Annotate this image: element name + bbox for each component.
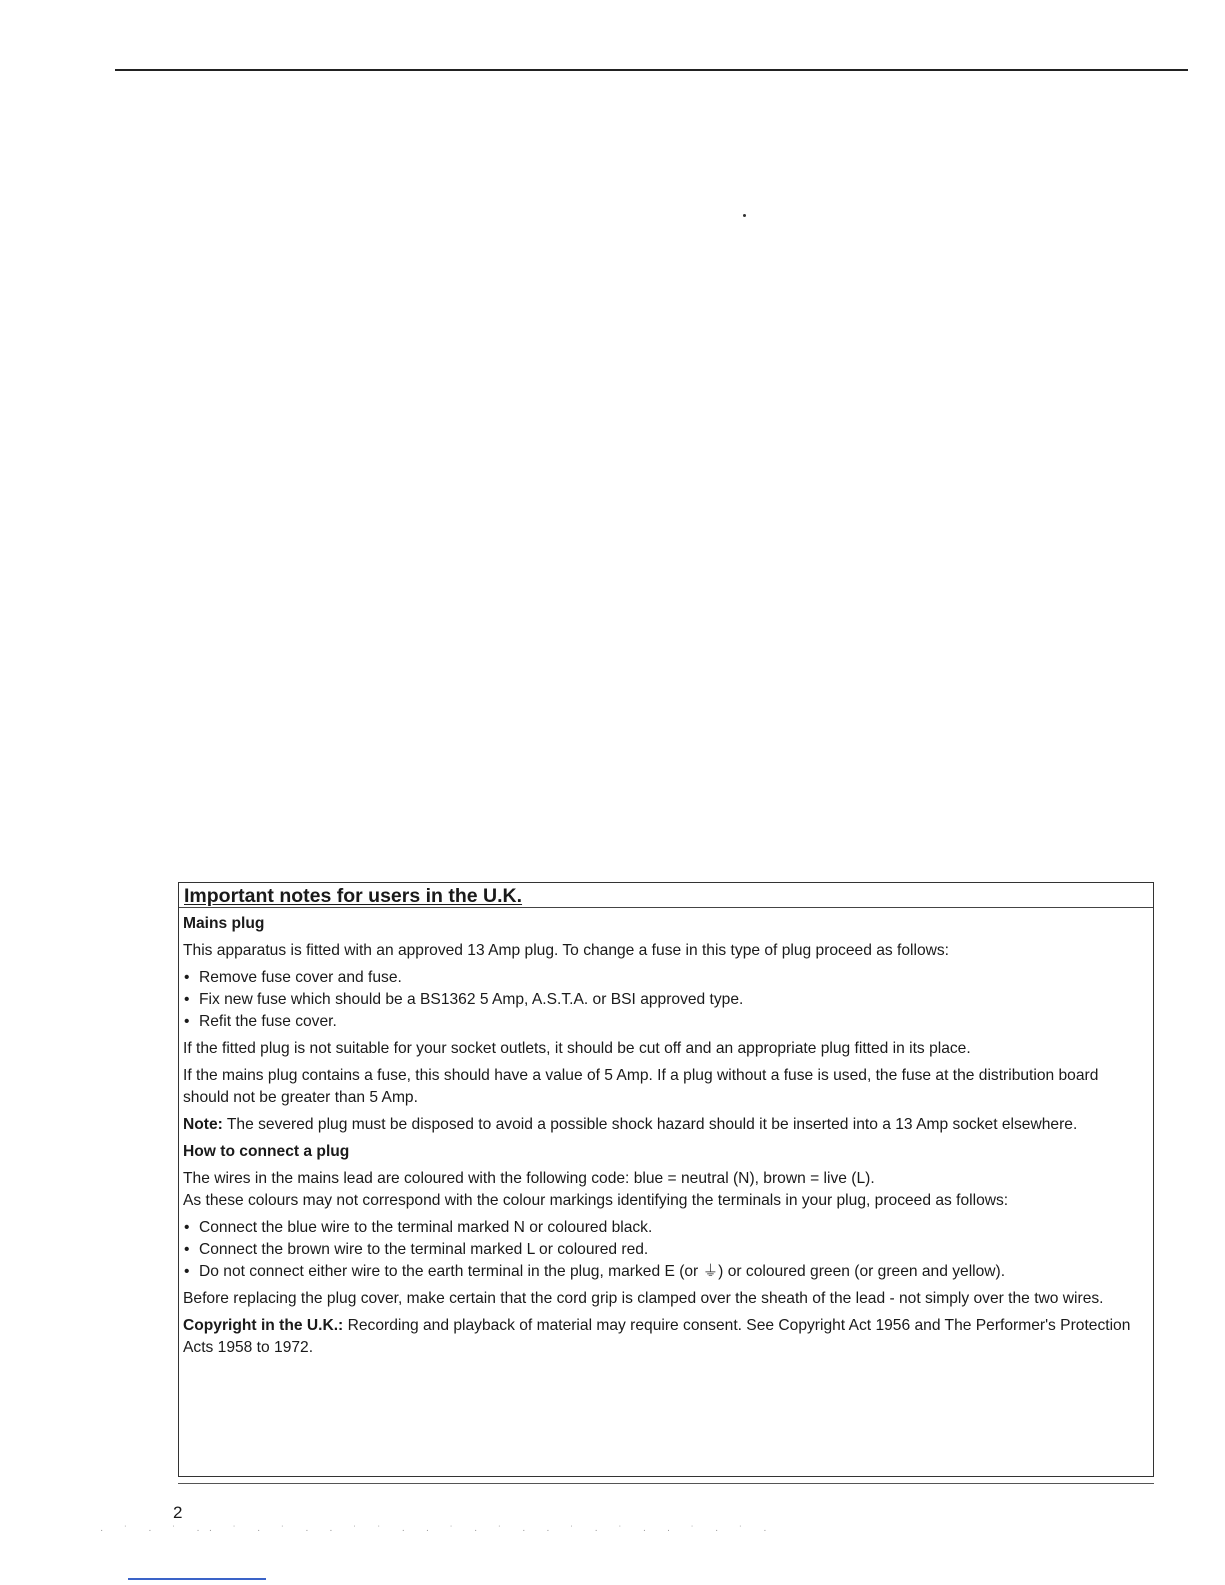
scan-mark [128, 1578, 266, 1580]
top-rule [115, 69, 1188, 71]
note-text: The severed plug must be disposed to avoid a possible shock hazard should it be inserted into a 13 Amp socket elsewhere. [222, 1116, 1078, 1133]
bottom-rule [178, 1483, 1154, 1484]
mains-plug-intro: This apparatus is fitted with an approved 13 Amp plug. To change a fuse in this type of plug proceed as follows: [183, 942, 950, 959]
note-paragraph [183, 1114, 1145, 1136]
title-rule [179, 907, 1153, 908]
wires-code-paragraph: The wires in the mains lead are coloured with the following code: blue = neutral (N), brown = live (L). [183, 1170, 875, 1187]
fuse-step: • Refit the fuse cover. [183, 1011, 1145, 1033]
scan-noise: · ˙ · ˙ ·· ˙ · ˙ · · ˙ ˙ · · ˙ · ˙ · · ˙ · ˙ · · ˙ · ˙ · [100, 1525, 776, 1536]
connect-plug-heading: How to connect a plug [183, 1143, 350, 1160]
notes-title: Important notes for users in the U.K. [184, 885, 523, 907]
fuse-value-paragraph: If the mains plug contains a fuse, this should have a value of 5 Amp. If a plug without a fuse is used, the fuse at the distribution board should not be greater than 5 Amp. [183, 1067, 1099, 1106]
note-label: Note: [183, 1116, 223, 1133]
wiring-step: • Connect the blue wire to the terminal marked N or coloured black. [183, 1217, 1145, 1239]
unsuitable-plug-paragraph: If the fitted plug is not suitable for your socket outlets, it should be cut off and an appropriate plug fitted in its place. [183, 1040, 971, 1057]
page-number: 2 [173, 1503, 183, 1522]
mains-plug-heading: Mains plug [183, 915, 265, 932]
copyright-text: Recording and playback of material may require consent. See Copyright Act 1956 and The Performer's Protection Acts 1958 to 1972. [183, 1317, 1131, 1356]
fuse-step: • Fix new fuse which should be a BS1362 5 Amp, A.S.T.A. or BSI approved type. [183, 989, 1145, 1011]
copyright-label: Copyright in the U.K.: [183, 1317, 344, 1334]
wiring-step: • Do not connect either wire to the earth terminal in the plug, marked E (or ⏚) or coloured green (or green and yellow). [183, 1261, 1145, 1283]
fuse-step: • Remove fuse cover and fuse. [183, 967, 1145, 989]
fuse-steps-list [183, 967, 1145, 1033]
wiring-step: • Connect the brown wire to the terminal marked L or coloured red. [183, 1239, 1145, 1261]
colours-note-paragraph: As these colours may not correspond with the colour markings identifying the terminals in your plug, proceed as follows: [183, 1192, 1009, 1209]
cord-grip-paragraph: Before replacing the plug cover, make certain that the cord grip is clamped over the sheath of the lead - not simply over the two wires. [183, 1290, 1104, 1307]
wiring-steps-list [183, 1217, 1145, 1283]
notes-content [183, 913, 1145, 1364]
scan-speck [743, 214, 746, 217]
uk-notes-box [178, 882, 1154, 1477]
copyright-paragraph [183, 1315, 1145, 1359]
